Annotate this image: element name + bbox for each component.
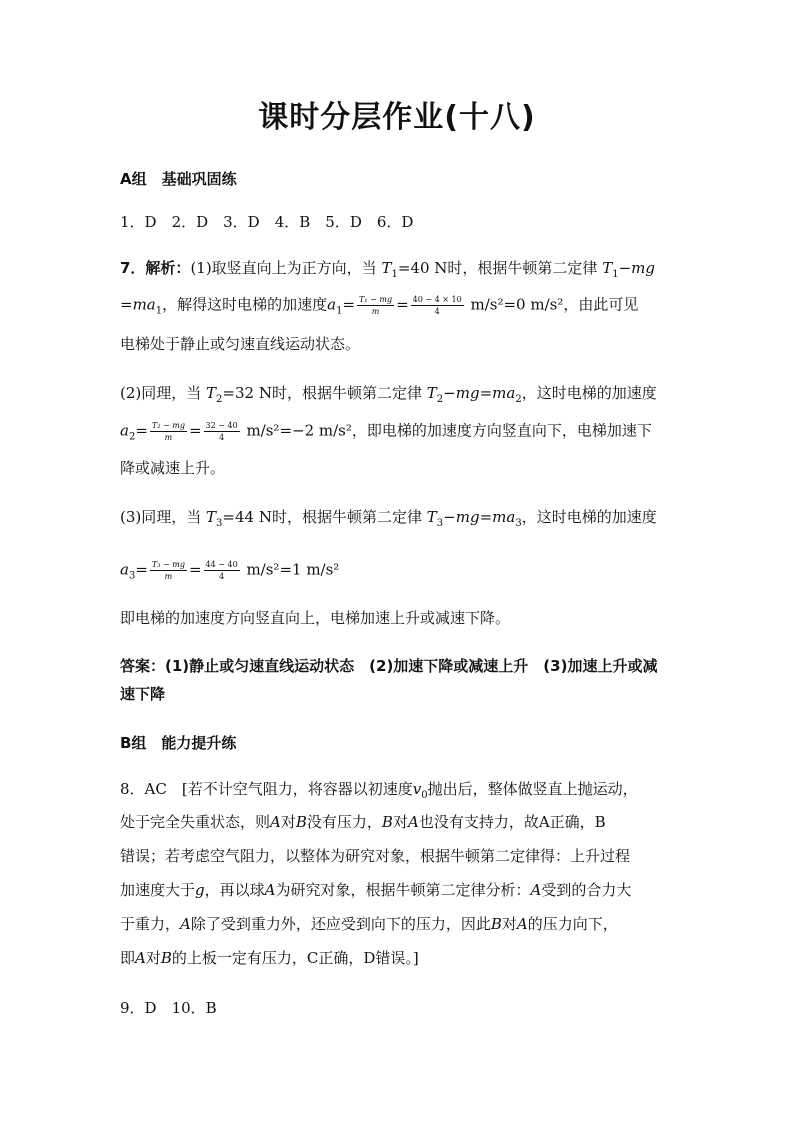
q7-part2-line-2: $a_2=$ $\frac{\text{T₂ − mg}}{m}$ = $\frac{32 - 40}{4}$ m/s²=−2 m/s²，即电梯的加速度方向竖直向下，电梯加速下 bbox=[120, 421, 652, 443]
page-title: 课时分层作业(十八) bbox=[258, 100, 536, 135]
q7-answer-line-2: 速下降 bbox=[120, 685, 166, 703]
q7-label: 7．解析： bbox=[120, 259, 191, 277]
answers-1-6: 1．D 2．D 3．D 4．B 5．D 6．D bbox=[120, 213, 414, 231]
q7-part4: 即电梯的加速度方向竖直向上，电梯加速上升或减速下降。 bbox=[120, 609, 511, 627]
q7-answer-line-1: 答案：(1)静止或匀速直线运动状态 (2)加速下降或减速上升 (3)加速上升或减 bbox=[120, 657, 658, 675]
q8-line-6: 即A对B的上板一定有压力，C正确，D错误。] bbox=[120, 949, 419, 967]
q7-part2-line-3: 降或减速上升。 bbox=[120, 459, 226, 477]
q7-part3-line-2: $a_3=$ $\frac{\text{T₃ − mg}}{m}$ = $\frac{44 - 40}{4}$ m/s²=1 m/s² bbox=[120, 560, 340, 582]
q7-part2-line-1: (2)同理，当 $T_2=32$ N时，根据牛顿第二定律 $T_2-mg=ma_2$，这时电梯的加速度 bbox=[120, 384, 657, 405]
q8-line-3: 错误；若考虑空气阻力，以整体为研究对象，根据牛顿第二定律得：上升过程 bbox=[120, 847, 631, 865]
fraction: $\frac{44 - 40}{4}$ bbox=[205, 560, 238, 581]
fraction: $\frac{40 - 4 \times 10}{4}$ bbox=[412, 295, 462, 316]
q8-line-4: 加速度大于g，再以球A为研究对象，根据牛顿第二定律分析：A受到的合力大 bbox=[120, 881, 632, 899]
fraction: $\frac{\text{T₂ − mg}}{m}$ bbox=[151, 421, 185, 442]
fraction: $\frac{32 - 40}{4}$ bbox=[205, 421, 238, 442]
section-b-heading: B组 能力提升练 bbox=[120, 734, 237, 752]
section-a-heading: A组 基础巩固练 bbox=[120, 170, 237, 188]
q8-line-2: 处于完全失重状态，则A对B没有压力，B对A也没有支持力，故A正确，B bbox=[120, 813, 606, 831]
q7-line-2: $=ma_1$，解得这时电梯的加速度$a_1=$ $\frac{\text{T₁ − mg}}{m}$ = $\frac{40 - 4 \times 10}{4}$ m/s²=0 m/s²，由此可见 bbox=[120, 295, 639, 317]
q7-part3-line-1: (3)同理，当 $T_3=44$ N时，根据牛顿第二定律 $T_3-mg=ma_3$，这时电梯的加速度 bbox=[120, 508, 657, 529]
q8-line-5: 于重力，A除了受到重力外，还应受到向下的压力，因此B对A的压力向下， bbox=[120, 915, 618, 933]
fraction: $\frac{\text{T₁ − mg}}{m}$ bbox=[359, 295, 393, 316]
q8-line-1: 8．AC [若不计空气阻力，将容器以初速度$v_0$抛出后，整体做竖直上抛运动， bbox=[120, 780, 638, 801]
fraction: $\frac{\text{T₃ − mg}}{m}$ bbox=[151, 560, 185, 581]
q7-line-3: 电梯处于静止或匀速直线运动状态。 bbox=[120, 335, 361, 353]
answers-9-10: 9．D 10．B bbox=[120, 999, 217, 1017]
q7-line-1: 7．解析：(1)取竖直向上为正方向，当 $T_1=40$ N时，根据牛顿第二定律 $T_1-mg$ bbox=[120, 259, 655, 280]
